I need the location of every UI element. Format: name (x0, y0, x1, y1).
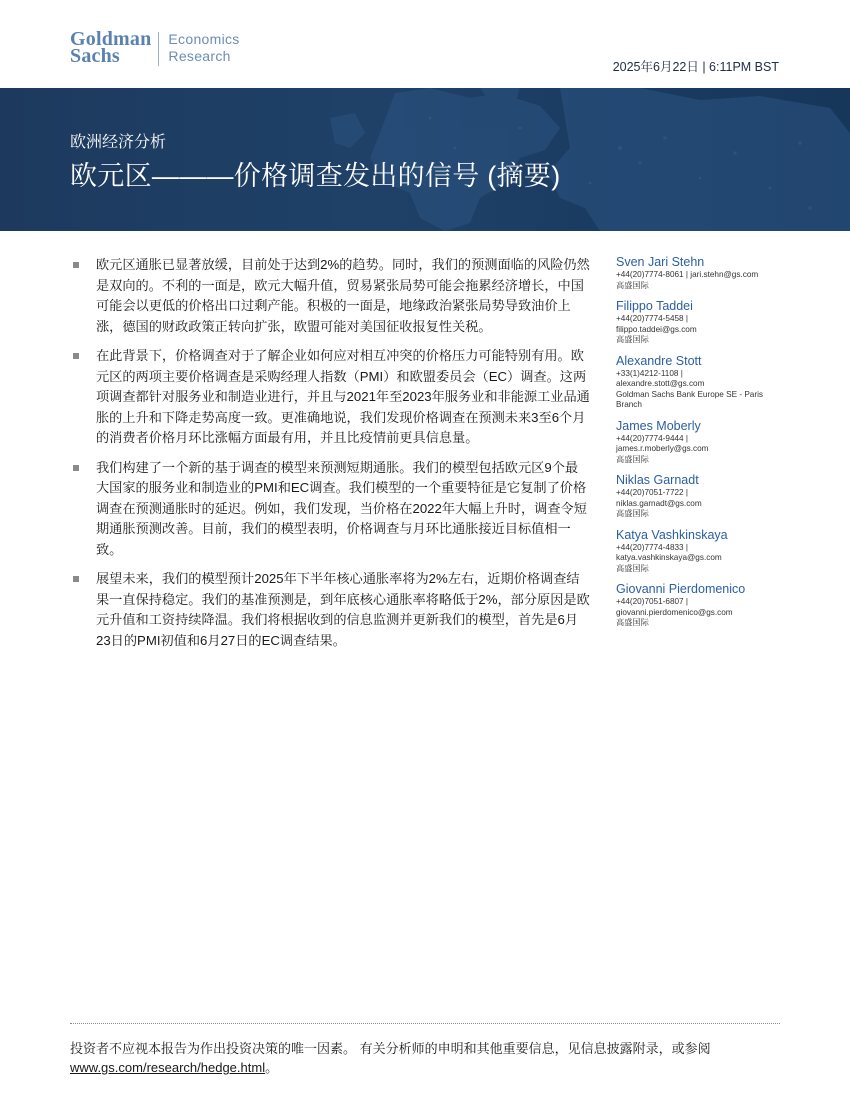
author-name[interactable]: Alexandre Stott (616, 353, 702, 368)
author-name[interactable]: Sven Jari Stehn (616, 255, 705, 269)
summary-bullets (70, 255, 590, 660)
author-affiliation: 高盛国际 (616, 280, 649, 290)
author-affiliation: 高盛国际 (616, 509, 649, 518)
author-affiliation: 高盛国际 (616, 563, 649, 573)
author-affiliation: 高盛国际 (616, 335, 649, 344)
author-contact[interactable]: +44(20)7774-8061 | jari.stehn@gs.com (616, 270, 759, 279)
bullet-marker (73, 262, 79, 268)
author-card (616, 528, 786, 575)
author-email[interactable]: giovanni.pierdomenico@gs.com (616, 607, 733, 617)
title-banner (0, 88, 850, 231)
page-header (0, 0, 850, 88)
author-card (616, 419, 786, 466)
author-affiliation: 高盛国际 (616, 618, 649, 627)
publication-date: 2025年6月22日 | 6:11PM BST (612, 60, 779, 74)
disclosure-tail: 。 (265, 1060, 279, 1075)
summary-bullet (70, 346, 590, 449)
bullet-marker (73, 465, 79, 471)
author-phone: +44(20)7051-6807 | (616, 597, 689, 606)
disclosure-link[interactable]: www.gs.com/research/hedge.html (70, 1060, 266, 1075)
author-name[interactable]: Katya Vashkinskaya (616, 527, 728, 542)
author-card (616, 299, 786, 346)
author-affiliation: Goldman Sachs Bank Europe SE - Paris Branch (616, 389, 763, 409)
bullet-text: 欧元区通胀已显著放缓，目前处于达到2%的趋势。同时，我们的预测面临的风险仍然是双向的。不利的一面是，欧元大幅升值，贸易紧张局势可能会拖累经济增长，中国可能会以更低的价格出口过剩产能。积极的一面是，地缘政治紧张局势导致油价上涨，德国的财政政策正转向扩张，欧盟可能对美国征收报复性关税。 (96, 257, 590, 334)
author-email[interactable]: alexandre.stott@gs.com (616, 379, 705, 388)
summary-bullet (70, 458, 590, 561)
footer-divider (70, 1023, 780, 1024)
bullet-text: 我们构建了一个新的基于调查的模型来预测短期通胀。我们的模型包括欧元区9个最大国家的服务业和制造业的PMI和EC调查。我们模型的一个重要特征是它复制了价格调查在预测通胀时的延迟。例如，我们发现，当价格在2022年大幅上升时，调查令短期通胀预测改善。目前，我们的模型表明，价格调查与月环比通胀接近目标值相一致。 (96, 459, 587, 557)
goldman-sachs-logo[interactable] (70, 28, 240, 67)
author-email[interactable]: katya.vashkinskaya@gs.com (616, 553, 722, 562)
authors-list (616, 255, 786, 637)
summary-bullet (70, 255, 590, 337)
author-name[interactable]: James Moberly (616, 418, 701, 433)
author-card (616, 354, 786, 411)
bullet-text: 在此背景下，价格调查对于了解企业如何应对相互冲突的价格压力可能特别有用。欧元区的两项主要价格调查是采购经理人指数（PMI）和欧盟委员会（EC）调查。这两项调查都针对服务业和制造业进行，并且与2021年至2023年服务业和非能源工业品通胀的上升和下降走势高度一致。更准确地说，我们发现价格调查在预测未来3至6个月的消费者价格月环比涨幅方面最有用，并且比疫情前更具信息量。 (96, 348, 590, 445)
author-name[interactable]: Filippo Taddei (616, 299, 693, 313)
bullet-marker (73, 576, 79, 582)
logo-divider (158, 32, 159, 66)
author-phone: +44(20)7774-5458 | (616, 314, 689, 323)
author-email[interactable]: niklas.garnadt@gs.com (616, 498, 702, 508)
page-title: 欧元区———价格调查发出的信号 (摘要) (70, 161, 561, 191)
author-phone: +44(20)7774-4833 | (616, 542, 689, 552)
logo-wordmark: Goldman Sachs (70, 28, 152, 67)
author-name[interactable]: Giovanni Pierdomenico (616, 582, 746, 596)
disclosure-text: 投资者不应视本报告为作出投资决策的唯一因素。 有关分析师的申明和其他重要信息，见信息披露附录，或参阅 (70, 1041, 711, 1056)
author-email[interactable]: james.r.moberly@gs.com (616, 444, 709, 453)
author-name[interactable]: Niklas Garnadt (616, 473, 699, 487)
disclosure-footer (70, 1039, 790, 1077)
author-phone: +33(1)4212-1108 | (616, 368, 683, 378)
author-phone: +44(20)7774-9444 | (616, 433, 689, 443)
banner-subtitle: 欧洲经济分析 (70, 134, 167, 151)
summary-bullet (70, 569, 590, 651)
author-card (616, 582, 786, 629)
logo-subtitle: Economics Research (168, 31, 240, 64)
author-email[interactable]: filippo.taddei@gs.com (616, 324, 697, 334)
author-affiliation: 高盛国际 (616, 454, 649, 464)
author-card (616, 255, 786, 291)
author-phone: +44(20)7051-7722 | (616, 488, 689, 497)
bullet-marker (73, 353, 79, 359)
author-card (616, 473, 786, 520)
bullet-text: 展望未来，我们的模型预计2025年下半年核心通胀率将为2%左右，近期价格调查结果一直保持稳定。我们的基准预测是，到年底核心通胀率将略低于2%，部分原因是欧元升值和工资持续降温。我们将根据收到的信息监测并更新我们的模型，首先是6月23日的PMI初值和6月27日的EC调查结果。 (96, 571, 590, 648)
